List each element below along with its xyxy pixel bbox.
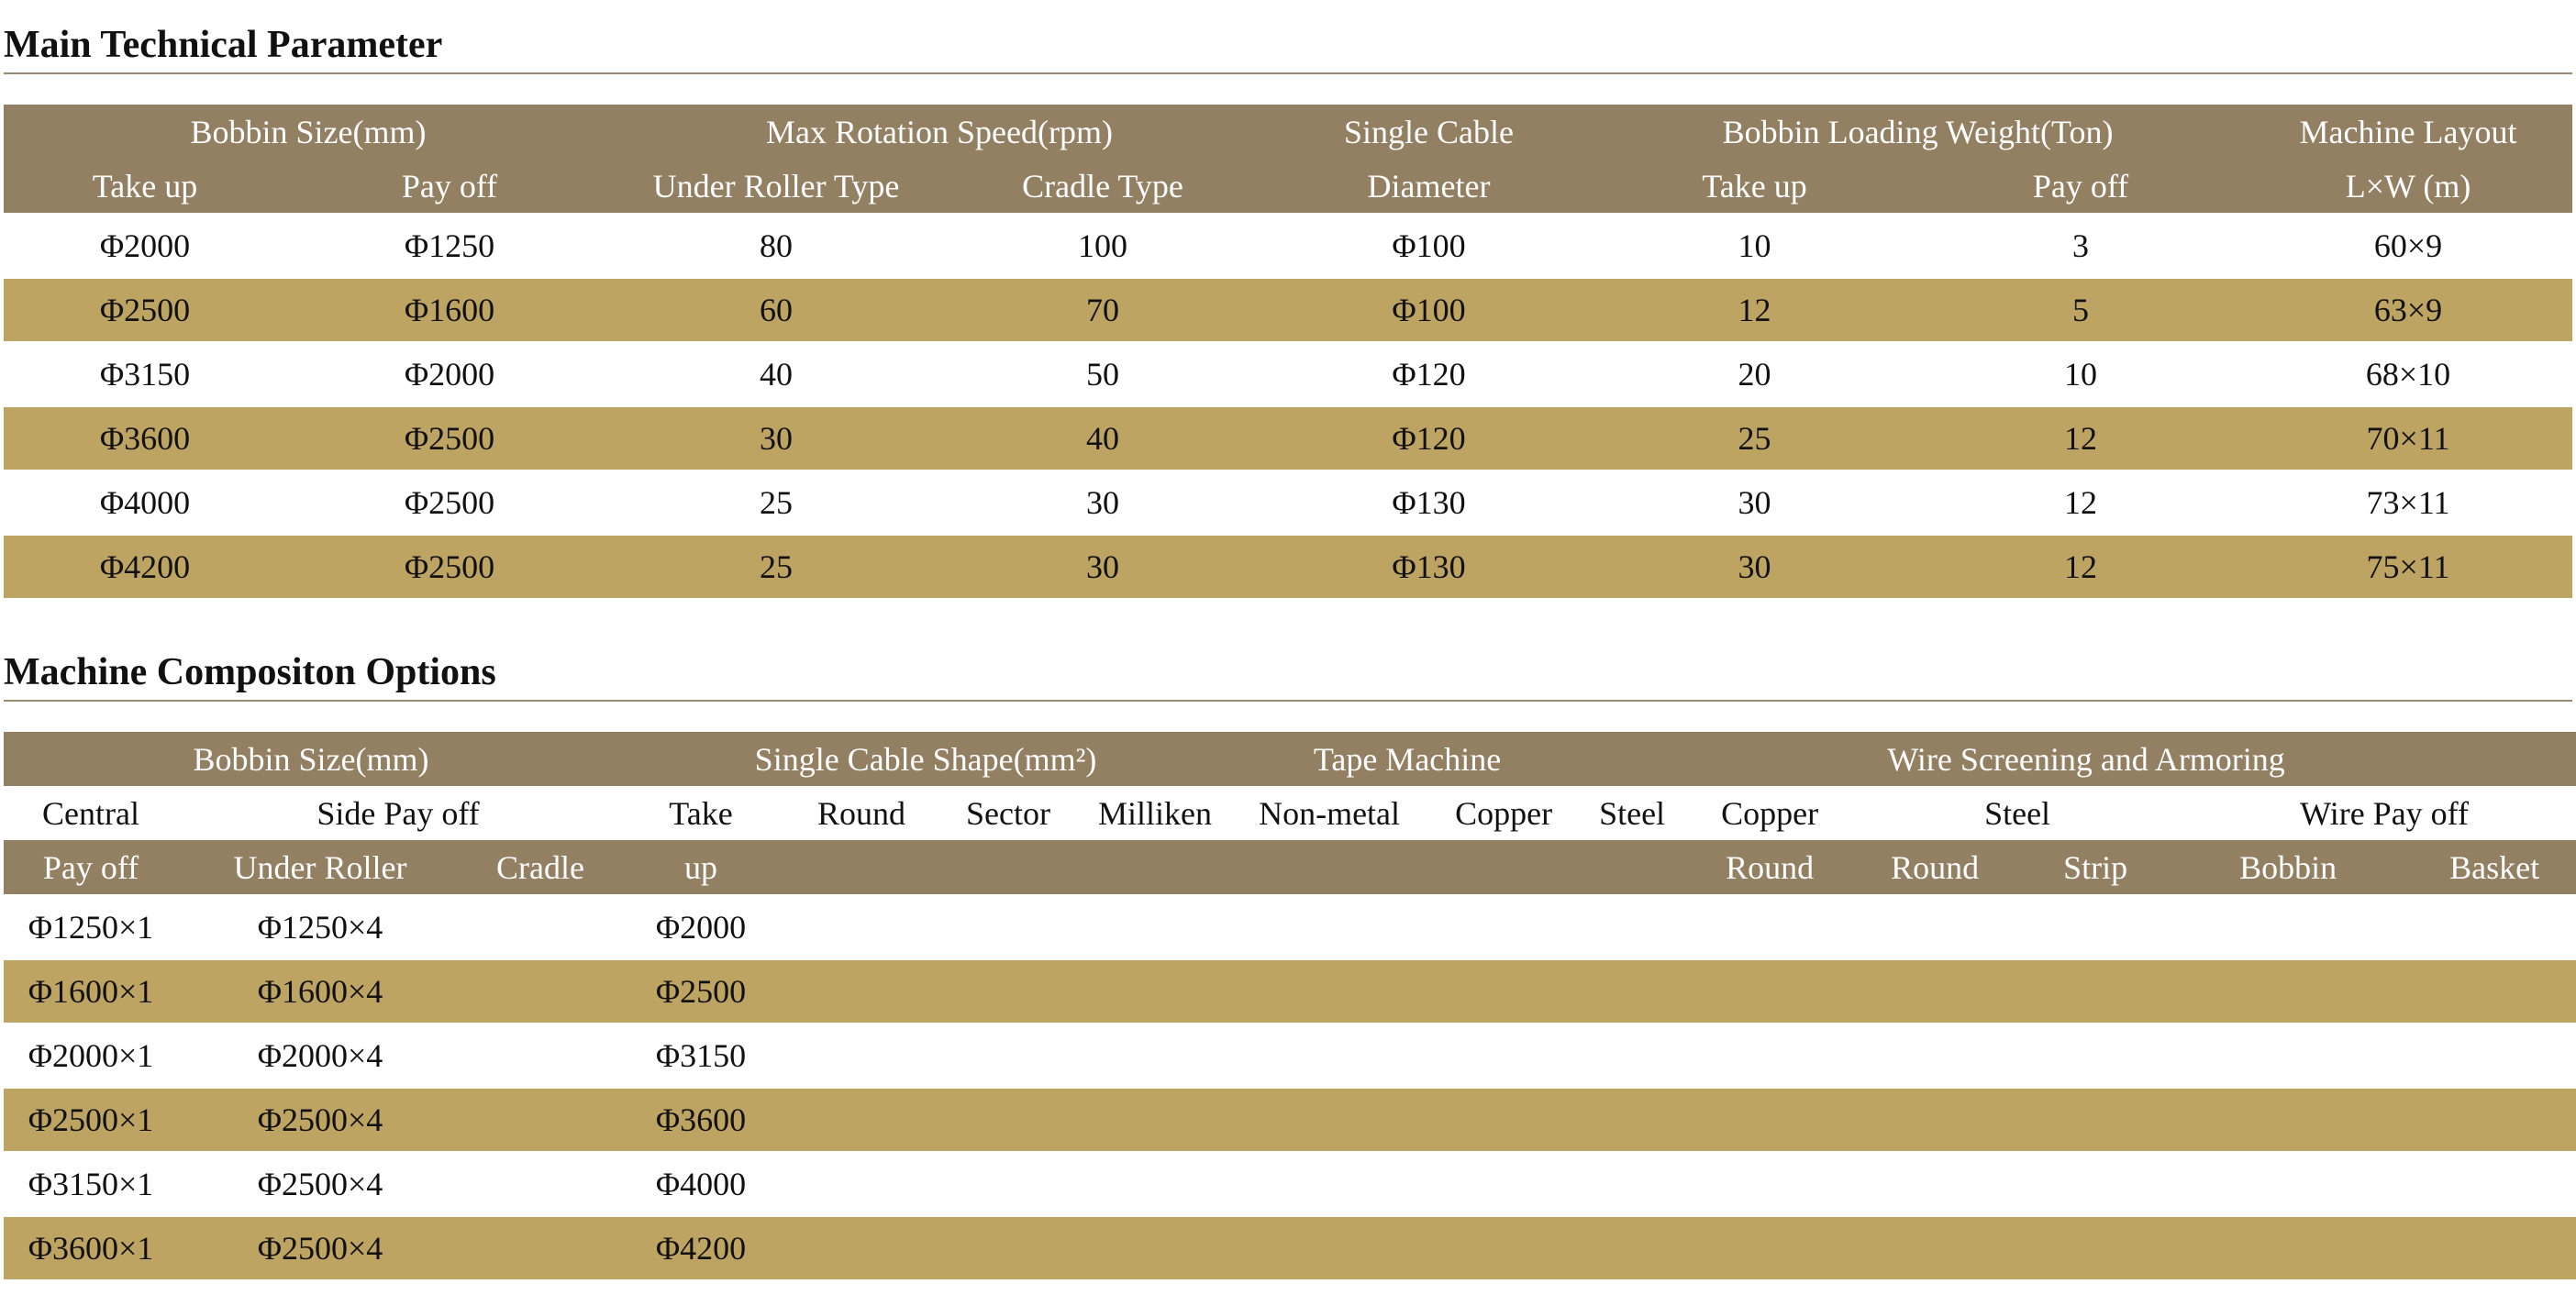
section-divider (4, 72, 2572, 74)
table-row (4, 279, 2572, 341)
header-copper-round: Round (1682, 840, 1857, 894)
header-empty (1233, 840, 1426, 894)
table-cell: Φ1250 (286, 213, 613, 279)
table-row (4, 1217, 2576, 1279)
header-up: up (618, 840, 783, 894)
table-cell: 25 (613, 536, 939, 598)
table-cell-empty (783, 1217, 2576, 1279)
table-cell: 3 (1917, 213, 2244, 279)
header-copper-wire: Copper (1682, 786, 1857, 840)
table-cell: 20 (1592, 341, 1917, 407)
table-cell: Φ1250×4 (178, 894, 462, 960)
table-cell: 12 (1917, 536, 2244, 598)
header-wire-screening-armoring: Wire Screening and Armoring (1582, 732, 2576, 786)
section-title-composition-options: Machine Compositon Options (4, 651, 496, 693)
table-cell: Φ120 (1266, 341, 1592, 407)
header-cradle: Cradle (462, 840, 618, 894)
subheader-pay-off: Pay off (286, 159, 613, 213)
header-take: Take (618, 786, 783, 840)
table-cell: Φ2000 (618, 894, 783, 960)
table-cell: Φ1600×4 (178, 960, 462, 1023)
table-cell: Φ1600 (286, 279, 613, 341)
table-cell: 70 (939, 279, 1266, 341)
table-cell: Φ2000×1 (4, 1023, 178, 1089)
subheader-layout-dimensions: L×W (m) (2244, 159, 2572, 213)
table-row (4, 341, 2572, 407)
table-cell: 10 (1917, 341, 2244, 407)
table-row (4, 407, 2572, 470)
table-cell: Φ2500×1 (4, 1089, 178, 1151)
table-cell: Φ2500×4 (178, 1089, 462, 1151)
table-cell: Φ2500 (618, 960, 783, 1023)
table-cell: Φ100 (1266, 279, 1592, 341)
table-cell (462, 960, 618, 1023)
header-empty (1426, 840, 1582, 894)
table-row (4, 1023, 2576, 1089)
main-parameter-table (4, 105, 2572, 598)
header-bobbin-size: Bobbin Size(mm) (4, 732, 618, 786)
table-row (4, 1089, 2576, 1151)
table-cell: 30 (613, 407, 939, 470)
table-row (4, 213, 2572, 279)
table-cell: 30 (939, 470, 1266, 536)
subheader-diameter: Diameter (1266, 159, 1592, 213)
section-divider (4, 700, 2572, 702)
table-cell: 30 (939, 536, 1266, 598)
table-cell (462, 1151, 618, 1217)
header-round: Round (783, 786, 939, 840)
table-cell: Φ2500×4 (178, 1217, 462, 1279)
header-single-cable-shape: Single Cable Shape(mm²) (618, 732, 1233, 786)
section-title-main-parameter: Main Technical Parameter (4, 24, 443, 66)
header-bobbin-size: Bobbin Size(mm) (4, 105, 613, 159)
table-cell: Φ3600×1 (4, 1217, 178, 1279)
subheader-pay-off-weight: Pay off (1917, 159, 2244, 213)
header-central: Central (4, 786, 178, 840)
table-cell (462, 1089, 618, 1151)
header-copper-tape: Copper (1426, 786, 1582, 840)
subheader-under-roller-type: Under Roller Type (613, 159, 939, 213)
table-row (4, 1151, 2576, 1217)
header-tape-machine: Tape Machine (1233, 732, 1582, 786)
table-cell (462, 1217, 618, 1279)
table-cell: 80 (613, 213, 939, 279)
table-cell: Φ4200 (618, 1217, 783, 1279)
table-row (4, 470, 2572, 536)
table-cell: Φ2500×4 (178, 1151, 462, 1217)
table-cell: 12 (1592, 279, 1917, 341)
table-cell: Φ2500 (4, 279, 286, 341)
header-empty (783, 840, 939, 894)
table-cell: 10 (1592, 213, 1917, 279)
table-cell: Φ2000 (286, 341, 613, 407)
table-cell: Φ3150 (4, 341, 286, 407)
table-cell: 50 (939, 341, 1266, 407)
header-machine-layout: Machine Layout (2244, 105, 2572, 159)
table-cell: Φ1250×1 (4, 894, 178, 960)
table-cell: Φ4000 (618, 1151, 783, 1217)
subheader-cradle-type: Cradle Type (939, 159, 1266, 213)
subheader-take-up-weight: Take up (1592, 159, 1917, 213)
table-cell: Φ2500 (286, 536, 613, 598)
table-cell: 60 (613, 279, 939, 341)
composition-options-table (4, 732, 2576, 1279)
table-cell: Φ4200 (4, 536, 286, 598)
table-cell: 73×11 (2244, 470, 2572, 536)
table-row (4, 960, 2576, 1023)
header-single-cable: Single Cable (1266, 105, 1592, 159)
table-cell-empty (783, 1089, 2576, 1151)
table-cell-empty (783, 960, 2576, 1023)
table-cell: 40 (613, 341, 939, 407)
table-cell-empty (783, 1151, 2576, 1217)
table-cell: 40 (939, 407, 1266, 470)
header-steel-wire: Steel (1857, 786, 2178, 840)
table-cell-empty (783, 1023, 2576, 1089)
header-steel-tape: Steel (1582, 786, 1682, 840)
header-wire-pay-off: Wire Pay off (2178, 786, 2576, 840)
table-cell: 68×10 (2244, 341, 2572, 407)
table-cell: Φ1600×1 (4, 960, 178, 1023)
table-cell: Φ2000 (4, 213, 286, 279)
table-cell: 25 (613, 470, 939, 536)
table-cell: Φ4000 (4, 470, 286, 536)
subheader-take-up: Take up (4, 159, 286, 213)
table-cell: Φ2500 (286, 470, 613, 536)
header-sector: Sector (939, 786, 1077, 840)
table-cell: Φ130 (1266, 470, 1592, 536)
table-cell: 25 (1592, 407, 1917, 470)
header-side-pay-off: Side Pay off (178, 786, 618, 840)
table-cell: Φ100 (1266, 213, 1592, 279)
table-cell: 63×9 (2244, 279, 2572, 341)
table-cell (462, 1023, 618, 1089)
table-cell: Φ3600 (4, 407, 286, 470)
header-empty (1582, 840, 1682, 894)
header-under-roller: Under Roller (178, 840, 462, 894)
header-basket: Basket (2398, 840, 2576, 894)
header-bobbin: Bobbin (2178, 840, 2398, 894)
header-max-rotation-speed: Max Rotation Speed(rpm) (613, 105, 1266, 159)
table-row (4, 536, 2572, 598)
table-cell: Φ3150×1 (4, 1151, 178, 1217)
table-cell: 12 (1917, 470, 2244, 536)
table-cell: 75×11 (2244, 536, 2572, 598)
table-cell: Φ2500 (286, 407, 613, 470)
header-empty (1077, 840, 1233, 894)
table-cell: Φ2000×4 (178, 1023, 462, 1089)
table-cell: 30 (1592, 470, 1917, 536)
table-cell-empty (783, 894, 2576, 960)
table-cell: 60×9 (2244, 213, 2572, 279)
header-empty (939, 840, 1077, 894)
table-cell: Φ130 (1266, 536, 1592, 598)
table-cell: 100 (939, 213, 1266, 279)
header-steel-strip: Strip (2013, 840, 2178, 894)
table-row (4, 894, 2576, 960)
table-cell: 70×11 (2244, 407, 2572, 470)
header-milliken: Milliken (1077, 786, 1233, 840)
table-cell: 5 (1917, 279, 2244, 341)
table-cell: Φ3600 (618, 1089, 783, 1151)
table-cell: Φ120 (1266, 407, 1592, 470)
header-non-metal: Non-metal (1233, 786, 1426, 840)
header-bobbin-loading-weight: Bobbin Loading Weight(Ton) (1592, 105, 2244, 159)
table-cell: 30 (1592, 536, 1917, 598)
table-cell: Φ3150 (618, 1023, 783, 1089)
table-cell: 12 (1917, 407, 2244, 470)
header-pay-off: Pay off (4, 840, 178, 894)
header-steel-round: Round (1857, 840, 2013, 894)
table-cell (462, 894, 618, 960)
